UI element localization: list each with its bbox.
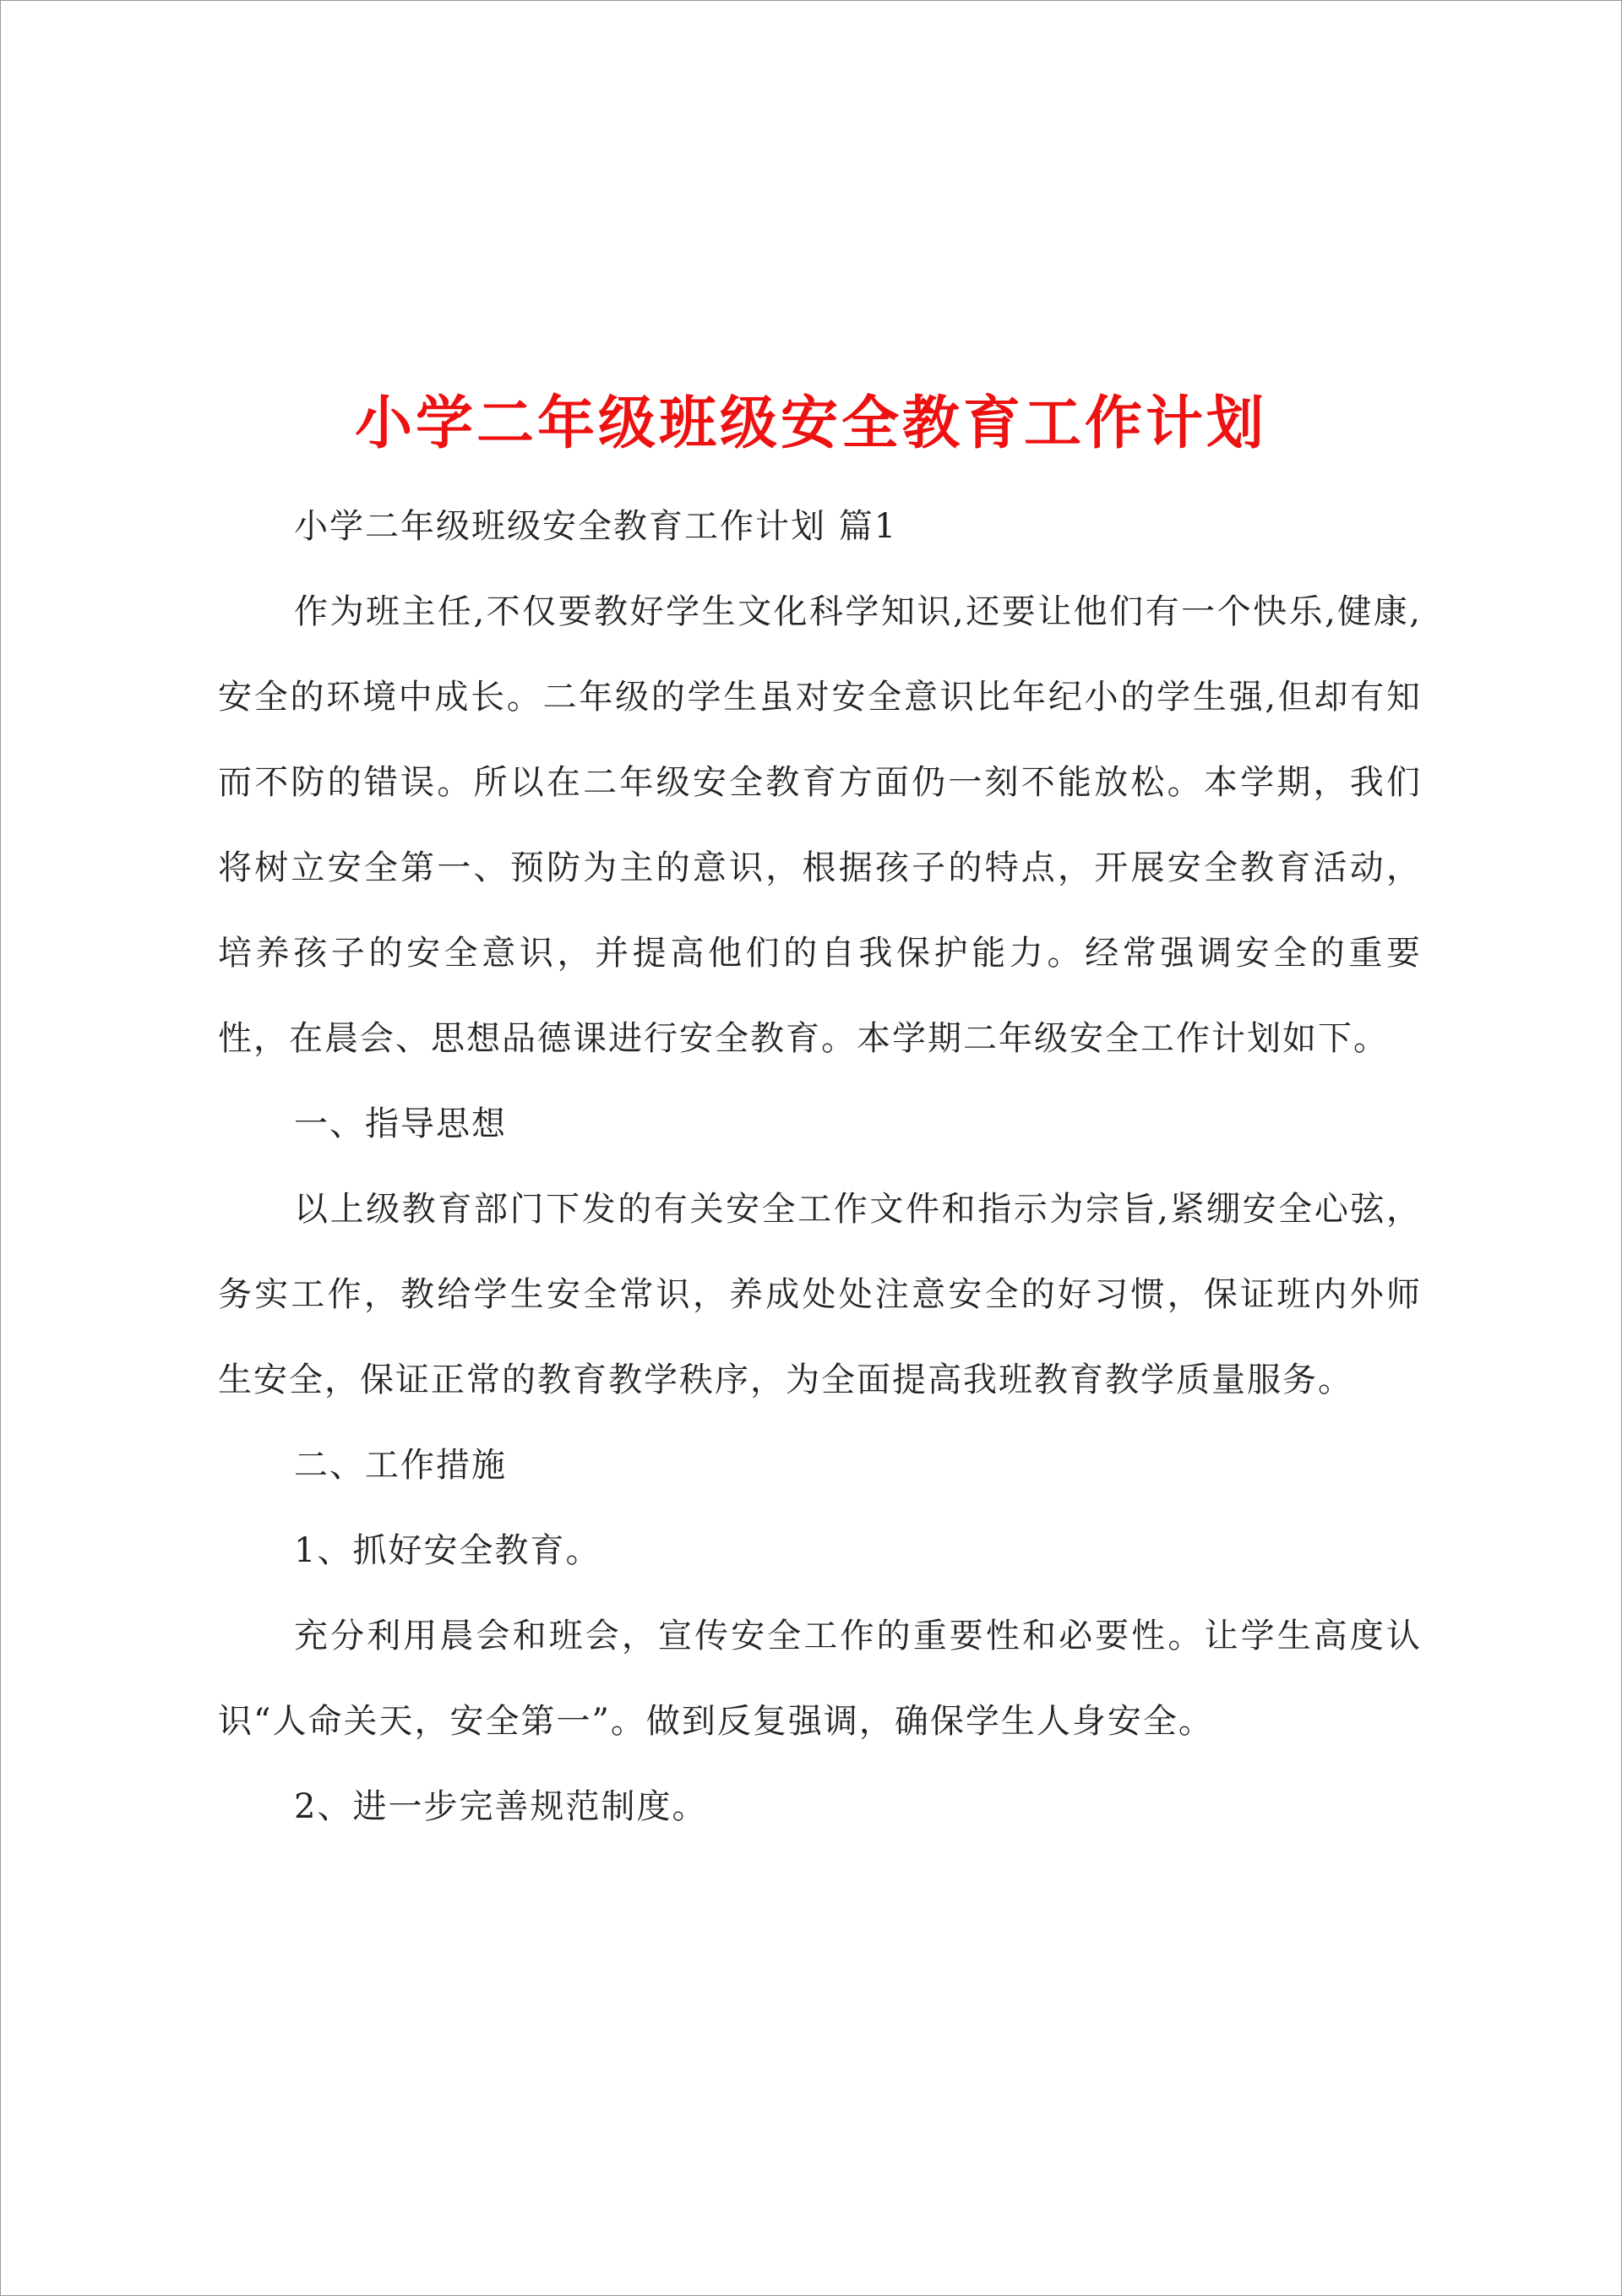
paragraph-guiding-thought: 以上级教育部门下发的有关安全工作文件和指示为宗旨,紧绷安全心弦，务实工作，教给学生安全常识，养成处处注意安全的好习惯，保证班内外师生安全，保证正常的教育教学秩序，为全面提高我班教育教学质量服务。 [218,1190,1422,1399]
section-heading-plan: 小学二年级班级安全教育工作计划 篇1 [294,507,898,546]
section-heading-measures: 二、工作措施 [294,1446,507,1485]
paragraph-safety-education: 充分利用晨会和班会，宣传安全工作的重要性和必要性。让学生高度认识“人命关天，安全第一”。做到反复强调，确保学生人身安全。 [218,1617,1422,1741]
subheading-safety-education: 1、抓好安全教育。 [294,1531,601,1570]
document-title: 小学二年级班级安全教育工作计划 [354,389,1267,457]
section-heading-guiding-thought: 一、指导思想 [294,1104,507,1143]
paragraph-intro: 作为班主任,不仅要教好学生文化科学知识,还要让他们有一个快乐,健康,安全的环境中成长。二年级的学生虽对安全意识比年纪小的学生强,但却有知而不防的错误。所以在二年级安全教育方面仍一刻不能放松。本学期，我们将树立安全第一、预防为主的意识，根据孩子的特点，开展安全教育活动，培养孩子的安全意识，并提高他们的自我保护能力。经常强调安全的重要性，在晨会、思想品德课进行安全教育。本学期二年级安全工作计划如下。 [218,592,1422,1058]
subheading-regulations: 2、进一步完善规范制度。 [294,1787,708,1826]
document-body [218,484,1422,1850]
